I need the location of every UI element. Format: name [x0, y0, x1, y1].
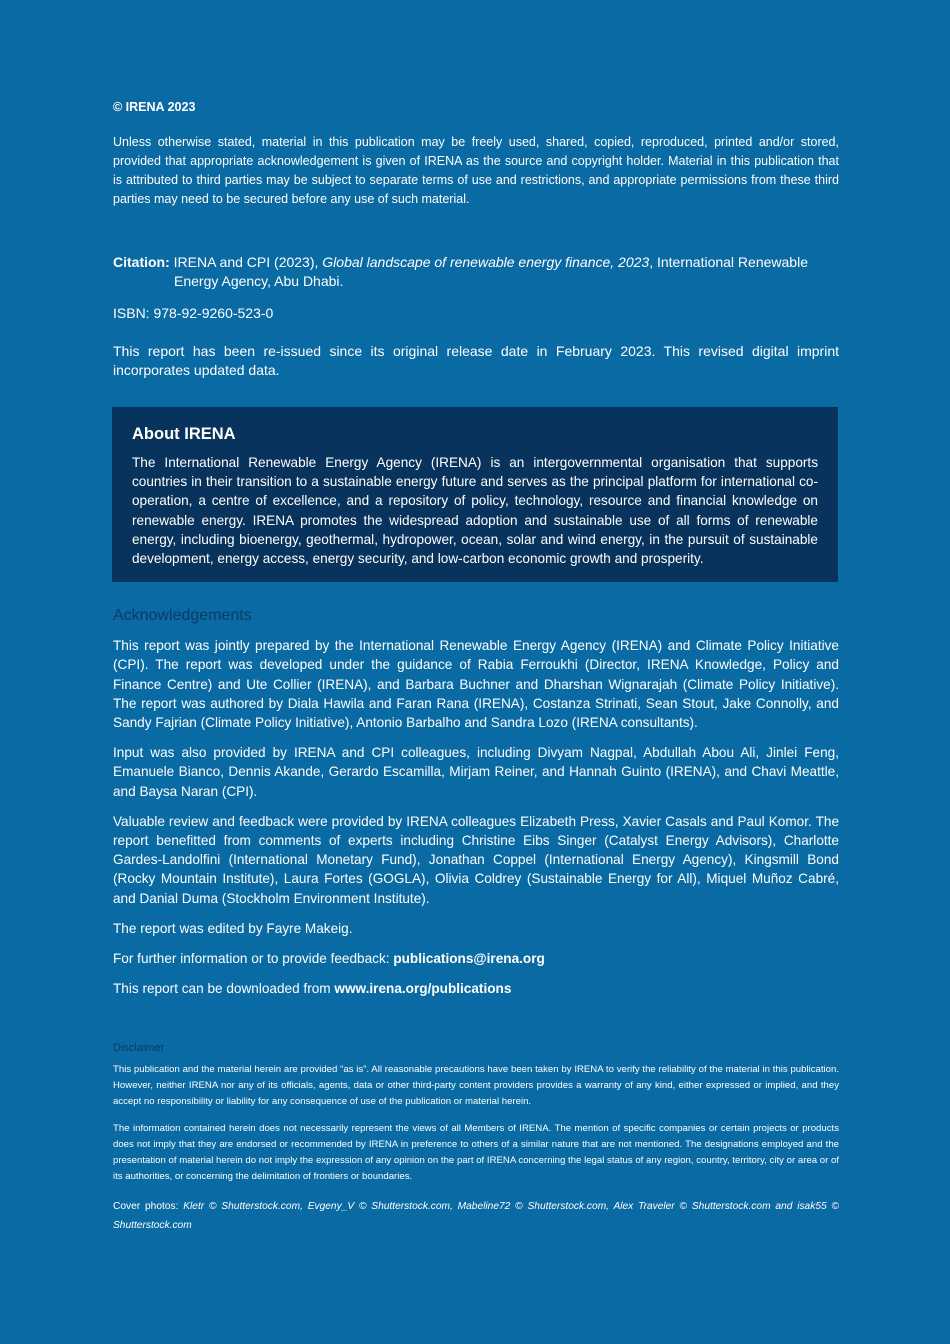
- feedback-email-link[interactable]: publications@irena.org: [393, 951, 545, 967]
- citation-title: Global landscape of renewable energy finance, 2023: [322, 254, 650, 270]
- about-irena-box: [112, 407, 838, 582]
- feedback-text: For further information or to provide feedback:: [113, 951, 394, 967]
- acknowledgements-paragraph-3: Valuable review and feedback were provided by IRENA colleagues Elizabeth Press, Xavier Casals and Paul Komor. The report benefitted from comments of experts including Christine Eibs Singer (Catalyst Energy Advisors), Charlotte Gardes-Landolfini (International Monetary Fund), Jonathan Coppel (International Energy Agency), Kingsmill Bond (Rocky Mountain Institute), Laura Fortes (GOGLA), Olivia Coldrey (Sustainable Energy for All), Miquel Muñoz Cabré, and Danial Duma (Stockholm Environment Institute).: [113, 813, 839, 906]
- about-text: The International Renewable Energy Agency (IRENA) is an intergovernmental organisation that supports countries in their transition to a sustainable energy future and serves as the principal platform for international co-operation, a centre of excellence, and a repository of policy, technology, resource and financial knowledge on renewable energy. IRENA promotes the widespread adoption and sustainable use of all forms of renewable energy, including bioenergy, geothermal, hydropower, ocean, solar and wind energy, in the pursuit of sustainable development, energy access, energy security, and low-carbon economic growth and prosperity.: [132, 455, 818, 567]
- about-title: About IRENA: [132, 425, 236, 443]
- citation-label: Citation:: [113, 254, 170, 270]
- cover-photos-label: Cover photos:: [113, 1201, 184, 1213]
- acknowledgements-paragraph-1: This report was jointly prepared by the International Renewable Energy Agency (IRENA) and Climate Policy Initiative (CPI). The report was developed under the guidance of Rabia Ferroukhi (Director, IRENA Knowledge, Policy and Finance Centre) and Ute Collier (IRENA), and Barbara Buchner and Dharshan Wignarajah (Climate Policy Initiative). The report was authored by Diala Hawila and Faran Rana (IRENA), Costanza Strinati, Sean Stout, Jake Connolly, and Sandy Fajrian (Climate Policy Initiative), Antonio Barbalho and Sandra Lozo (IRENA consultants).: [113, 638, 839, 731]
- cover-photos-credits: Kletr © Shutterstock.com, Evgeny_V © Shutterstock.com, Mabeline72 © Shutterstock.com, Alex Traveler © Shutterstock.com and isak55 © Shutterstock.com: [113, 1201, 839, 1232]
- usage-terms: Unless otherwise stated, material in this publication may be freely used, shared, copied, reproduced, printed and/or stored, provided that appropriate acknowledgement is given of IRENA as the source and copyright holder. Material in this publication that is attributed to third parties may be subject to separate terms of use and restrictions, and appropriate permissions from these third parties may need to be secured before any use of such material.: [113, 135, 839, 206]
- editor-note: The report was edited by Fayre Makeig.: [113, 920, 353, 936]
- publication-front-matter: [113, 98, 839, 1235]
- cover-photo-credits: [113, 1197, 839, 1235]
- feedback-line: [113, 949, 839, 968]
- disclaimer-paragraph-2: The information contained herein does not necessarily represent the views of all Members of IRENA. The mention of specific companies or certain projects or products does not imply that they are endorsed or recommended by IRENA in preference to others of a similar nature that are not mentioned. The designations employed and the presentation of material herein do not imply the expression of any opinion on the part of IRENA concerning the legal status of any region, country, territory, city or area or of its authorities, or concerning the delimitation of frontiers or boundaries.: [113, 1123, 839, 1183]
- citation: [113, 253, 839, 291]
- acknowledgements-paragraph-2: Input was also provided by IRENA and CPI colleagues, including Divyam Nagpal, Abdullah Abou Ali, Jinlei Feng, Emanuele Bianco, Dennis Akande, Gerardo Escamilla, Mirjam Reiner, and Hannah Guinto (IRENA), and Chavi Meattle, and Baysa Naran (CPI).: [113, 745, 839, 799]
- copyright-notice: © IRENA 2023: [113, 100, 196, 114]
- acknowledgements-title: Acknowledgements: [113, 607, 252, 625]
- download-link[interactable]: www.irena.org/publications: [334, 981, 512, 997]
- citation-authors: IRENA and CPI (2023),: [169, 254, 323, 270]
- download-line: [113, 979, 839, 998]
- isbn: ISBN: 978-92-9260-523-0: [113, 305, 274, 321]
- disclaimer-title: Disclaimer: [113, 1042, 165, 1055]
- download-text: This report can be downloaded from: [113, 981, 335, 997]
- reissue-note: This report has been re-issued since its original release date in February 2023. This revised digital imprint incorporates updated data.: [113, 343, 839, 378]
- citation-publisher: , International Renewable Energy Agency, Abu Dhabi.: [174, 254, 808, 289]
- disclaimer-paragraph-1: This publication and the material herein are provided “as is”. All reasonable precautions have been taken by IRENA to verify the reliability of the material in this publication. However, neither IRENA nor any of its officials, agents, data or other third-party content providers provides a warranty of any kind, either expressed or implied, and they accept no responsibility or liability for any consequence of use of the publication or material herein.: [113, 1064, 839, 1108]
